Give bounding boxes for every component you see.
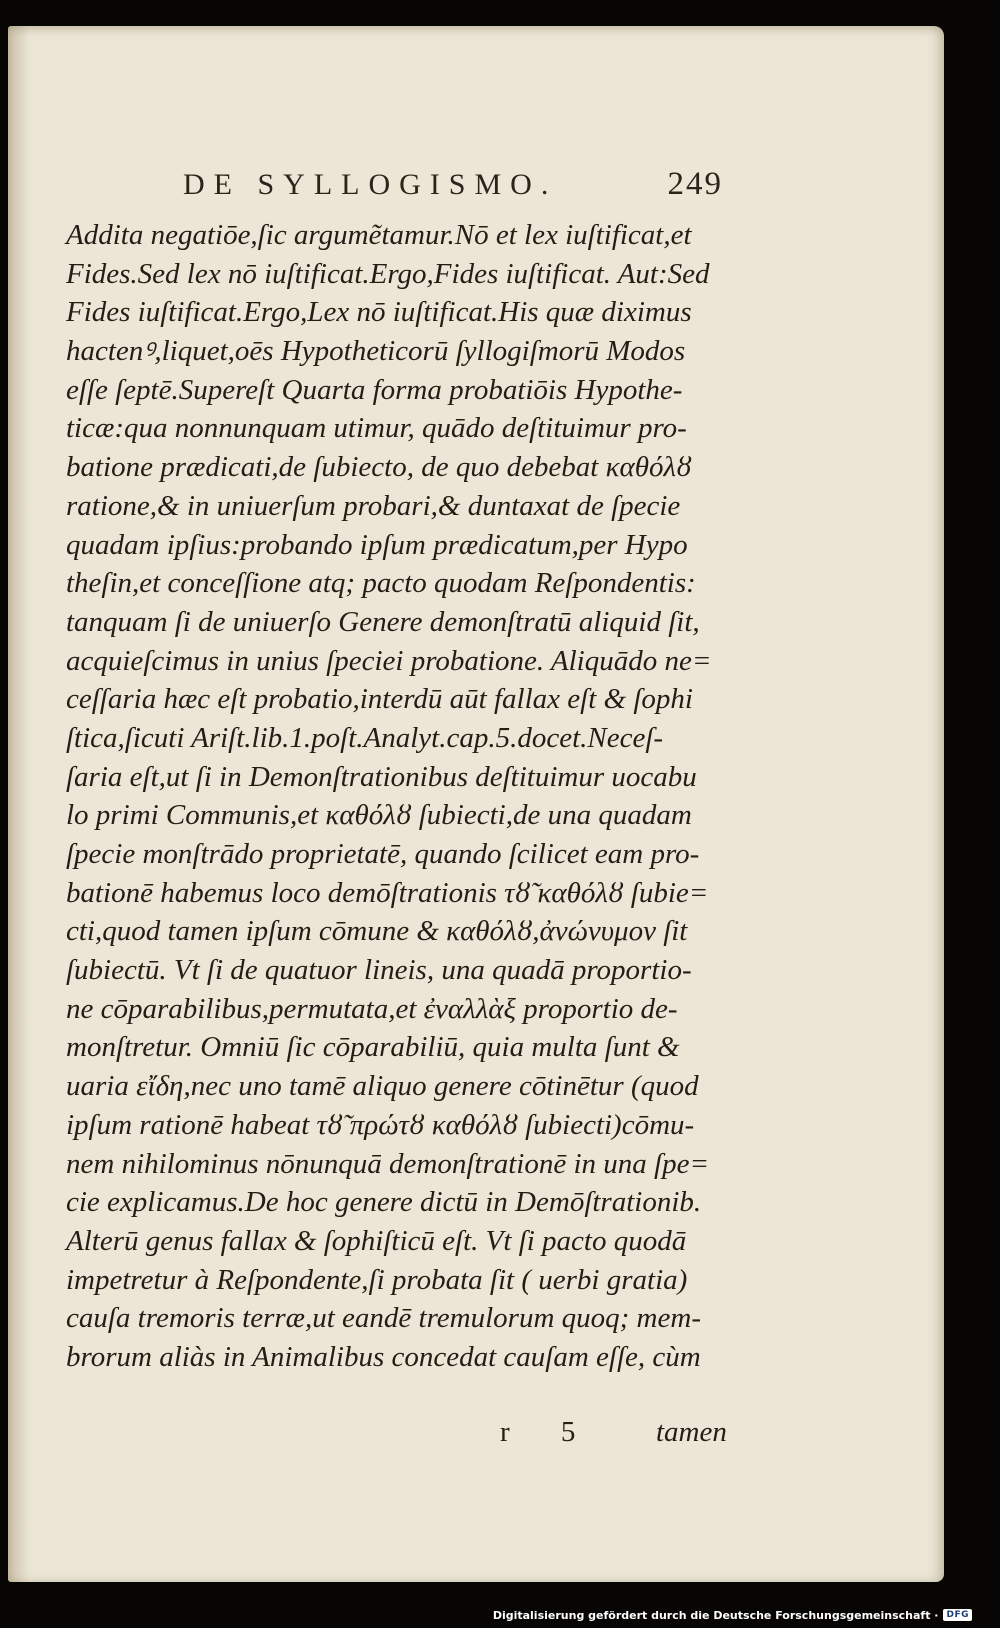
body-text: [66, 216, 766, 1377]
text-line: hactenꝰ,liquet,oēs Hypotheticorū ſyllogiſmorū Modos: [66, 335, 686, 368]
text-line: tanquam ſi de uniuerſo Genere demonſtratū aliquid ſit,: [66, 605, 700, 638]
catchword: tamen: [656, 1416, 727, 1448]
text-line: ratione,& in uniuerſum probari,& duntaxat de ſpecie: [66, 489, 681, 522]
text-line: nem nihilominus nōnunquā demonſtrationē in una ſpe=: [66, 1147, 710, 1180]
text-line: brorum aliàs in Animalibus concedat cauſam eſſe, cùm: [66, 1340, 701, 1373]
dfg-logo-icon: DFG: [943, 1609, 972, 1621]
book-page: [8, 26, 944, 1582]
digitization-credit: [493, 1606, 972, 1624]
text-line: ſaria eſt,ut ſi in Demonſtrationibus deſtituimur uocabu: [66, 760, 697, 793]
text-line: cie explicamus.De hoc genere dictū in Demōſtrationib.: [66, 1186, 702, 1219]
signature-mark: r 5: [500, 1416, 598, 1448]
text-line: ipſum rationē habeat τȣ̃ πρώτȣ καθόλȣ ſubiecti)cōmu-: [66, 1108, 695, 1141]
text-line: Fides.Sed lex nō iuſtificat.Ergo,Fides iuſtificat. Aut:Sed: [66, 257, 710, 290]
text-line: cauſa tremoris terræ,ut eandē tremulorum quoq; mem-: [66, 1302, 701, 1335]
page-gutter-shadow: [8, 26, 30, 1582]
text-line: ſpecie monſtrādo proprietatē, quando ſcilicet eam pro-: [66, 838, 700, 870]
text-line: theſin,et conceſſione atq; pacto quodam Reſpondentis:: [66, 567, 696, 600]
text-line: batione prædicati,de ſubiecto, de quo debebat καθόλȣ: [66, 451, 692, 484]
page-header: [183, 162, 723, 222]
page-footer: [8, 1416, 808, 1456]
text-line: Addita negatiōe,ſic argumẽtamur.Nō et lex iuſtificat,et: [66, 219, 692, 251]
text-line: eſſe ſeptē.Supereſt Quarta forma probatiōis Hypothe-: [66, 373, 683, 406]
running-title: DE SYLLOGISMO.: [183, 168, 558, 201]
text-line: uaria εἴδη,nec uno tamē aliquo genere cōtinētur (quod: [66, 1070, 699, 1103]
text-line: ſtica,ſicuti Ariſt.lib.1.poſt.Analyt.cap.5.docet.Neceſ-: [66, 721, 664, 754]
text-line: ſubiectū. Vt ſi de quatuor lineis, una quadā proportio-: [66, 954, 692, 987]
page-number: 249: [667, 166, 723, 202]
text-line: lo primi Communis,et καθόλȣ ſubiecti,de una quadam: [66, 799, 692, 832]
credit-text: Digitalisierung gefördert durch die Deutsche Forschungsgemeinschaft ·: [492, 1608, 939, 1622]
text-line: monſtretur. Omniū ſic cōparabiliū, quia multa ſunt &: [66, 1031, 680, 1064]
text-line: ticæ:qua nonnunquam utimur, quādo deſtituimur pro-: [66, 412, 687, 445]
text-line: ne cōparabilibus,permutata,et ἐναλλὰξ proportio de-: [66, 992, 678, 1025]
text-line: ceſſaria hæc eſt probatio,interdū aūt fallax eſt & ſophi: [66, 683, 693, 716]
text-line: Fides iuſtificat.Ergo,Lex nō iuſtificat.His quæ diximus: [66, 296, 692, 329]
text-line: Alterū genus fallax & ſophiſticū eſt. Vt ſi pacto quodā: [66, 1224, 687, 1257]
text-line: cti,quod tamen ipſum cōmune & καθόλȣ,ἀνώνυμον ſit: [66, 915, 688, 948]
text-line: quadam ipſius:probando ipſum prædicatum,per Hypo: [66, 528, 688, 561]
text-line: impetretur à Reſpondente,ſi probata ſit ( uerbi gratia): [66, 1263, 688, 1296]
text-line: acquieſcimus in unius ſpeciei probatione. Aliquādo ne=: [66, 644, 712, 677]
text-line: bationē habemus loco demōſtrationis τȣ̃ καθόλȣ ſubie=: [66, 876, 709, 909]
